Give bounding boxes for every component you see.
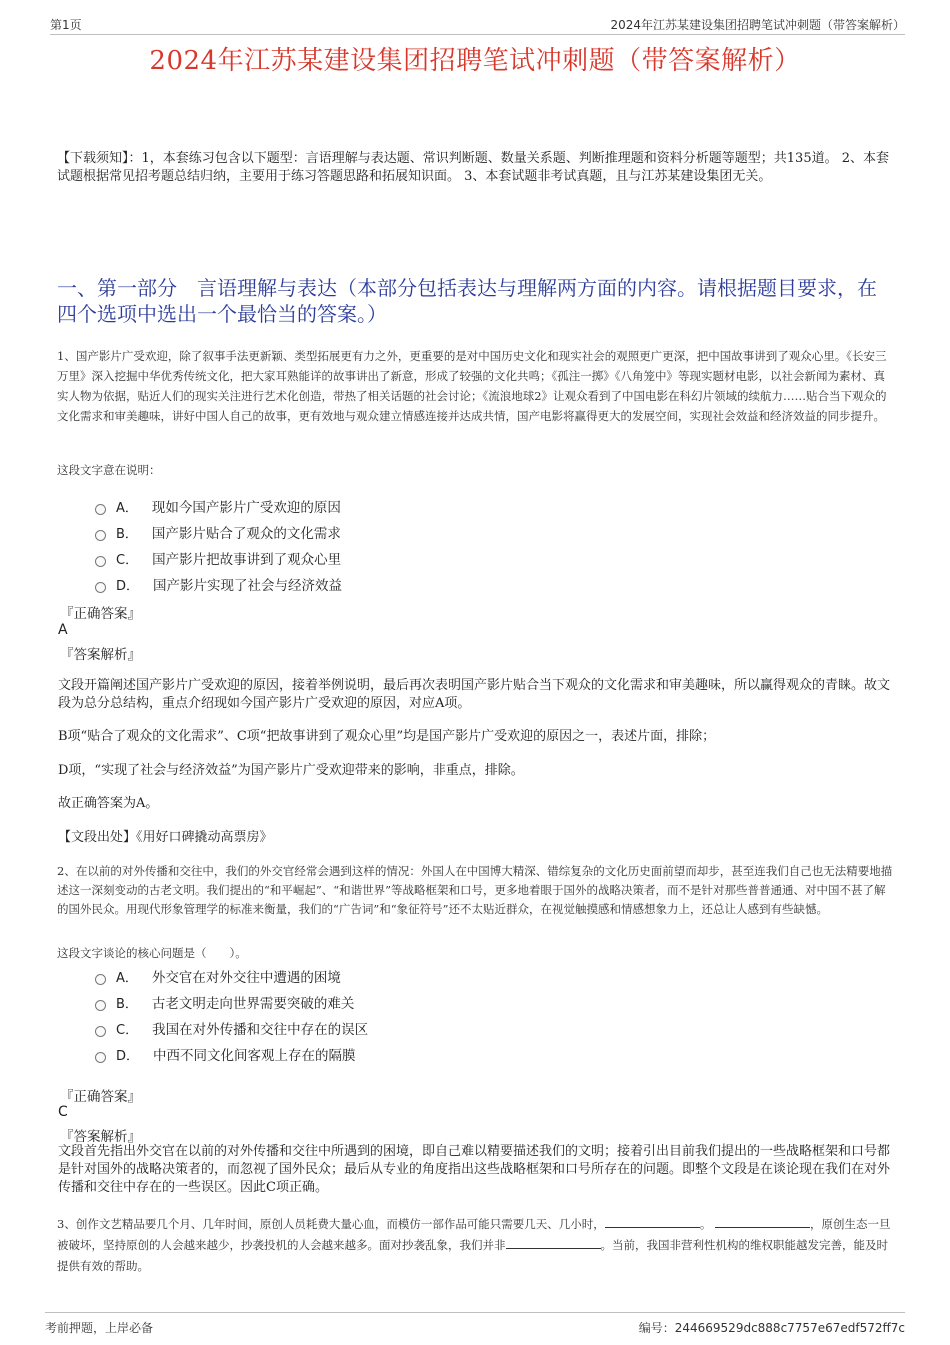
- fill-blank-3[interactable]: [506, 1236, 601, 1249]
- question-2-text: 2、在以前的对外传播和交往中，我们的外交官经常会遇到这样的情况：外国人在中国博大精深、错综复杂的文化历史面前望而却步，甚至连我们自己也无法精要地描述这一深刻变动的古老文明。我们提出的“和平崛起”、“和谐世界”等战略框架和口号，更多地着眼于国外的战略决策者，而不是针对那些普普通通、对中国不甚了解的国外民众。用现代形象管理学的标准来衡量，我们的“广告词”和“象征符号”还不太贴近群众，在视觉触摸感和情感想象力上，还总让人感到有些缺憾。: [57, 864, 893, 916]
- option-text: 古老文明走向世界需要突破的难关: [151, 996, 355, 1012]
- page-number: 第1页: [50, 17, 82, 32]
- radio-icon[interactable]: [95, 504, 106, 515]
- option-text: 外交官在对外交往中遭遇的困境: [151, 970, 341, 986]
- radio-icon[interactable]: [95, 1026, 106, 1037]
- question-2-prompt: 这段文字谈论的核心问题是（ ）。: [57, 946, 247, 960]
- analysis-paragraph: 文段开篇阐述国产影片广受欢迎的原因，接着举例说明，最后再次表明国产影片贴合当下观众的文化需求和审美趣味，所以赢得观众的青睐。故文段为总分总结构，重点介绍现如今国产影片广受欢迎的原因，对应A项。: [58, 678, 891, 711]
- analysis-paragraph: B项“贴合了观众的文化需求”、C项“把故事讲到了观众心里”均是国产影片广受欢迎的原因之一，表述片面，排除；: [58, 729, 716, 744]
- download-notice: 【下载须知】：1，本套练习包含以下题型：言语理解与表达题、常识判断题、数量关系题、判断推理题和资料分析题等题型；共135道。 2、本套试题根据常见招考题总结归纳，主要用于练习答题思路和拓展知识面。 3、本套试题非考试真题，且与江苏某建设集团无关。: [57, 151, 889, 184]
- correct-answer-label: 『正确答案』: [60, 606, 141, 622]
- section-heading: 一、第一部分 言语理解与表达（本部分包括表达与理解两方面的内容。请根据题目要求，在四个选项中选出一个最恰当的答案。）: [57, 276, 877, 326]
- question-2-option-b[interactable]: [95, 992, 354, 1012]
- radio-icon[interactable]: [95, 530, 106, 541]
- question-3-part2: 。: [699, 1217, 712, 1231]
- question-1-option-b[interactable]: [95, 522, 341, 542]
- option-text: 中西不同文化间客观上存在的隔膜: [153, 1048, 356, 1064]
- question-1-prompt: 这段文字意在说明：: [57, 463, 161, 477]
- option-letter: C．: [116, 552, 139, 568]
- question-1-option-a[interactable]: [95, 496, 341, 516]
- question-2-option-a[interactable]: [95, 966, 341, 986]
- analysis-label: 『答案解析』: [60, 1129, 141, 1145]
- fill-blank-2[interactable]: [715, 1215, 810, 1228]
- analysis-label: 『答案解析』: [60, 647, 141, 663]
- question-1-text: 1、国产影片广受欢迎，除了叙事手法更新颖、类型拓展更有力之外，更重要的是对中国历史文化和现实社会的观照更广更深，把中国故事讲到了观众心里。《长安三万里》深入挖掘中华优秀传统文化，把大家耳熟能详的故事讲出了新意，形成了较强的文化共鸣；《孤注一掷》《八角笼中》等现实题材电影，以社会新闻为素材、真实人物为依据，贴近人们的现实关注进行艺术化创造，带热了相关话题的社会讨论；《流浪地球2》让观众看到了中国电影在科幻片领域的续航力……贴合当下观众的文化需求和审美趣味，讲好中国人自己的故事，更有效地与观众建立情感连接并达成共情，国产电影将赢得更大的发展空间，实现社会效益和经济效益的同步提升。: [57, 349, 887, 423]
- radio-icon[interactable]: [95, 1000, 106, 1011]
- option-letter: B．: [116, 526, 138, 542]
- question-2-option-c[interactable]: [95, 1018, 368, 1038]
- question-1-option-d[interactable]: [95, 574, 342, 594]
- page-footer: [45, 1312, 905, 1337]
- correct-answer-value: A: [58, 622, 68, 638]
- document-title: 2024年江苏某建设集团招聘笔试冲刺题（带答案解析）: [149, 46, 801, 76]
- question-3-part3: ，原创生态一旦被破坏，坚持原创的人会越来越少，抄袭投机的人会越来越多。面对抄袭乱象，我们并非: [57, 1217, 891, 1252]
- analysis-paragraph: 文段首先指出外交官在以前的对外传播和交往中所遇到的困境，即自己难以精要描述我们的文明；接着引出目前我们提出的一些战略框架和口号都是针对国外的战略决策者的，而忽视了国外民众；最后从专业的角度指出这些战略框架和口号所存在的问题。即整个文段是在谈论现在我们在对外传播和交往中存在的一些误区。因此C项正确。: [58, 1144, 891, 1195]
- radio-icon[interactable]: [95, 556, 106, 567]
- fill-blank-1[interactable]: [605, 1215, 700, 1228]
- option-letter: B．: [116, 996, 138, 1012]
- correct-answer-label: 『正确答案』: [60, 1089, 141, 1105]
- option-letter: C．: [116, 1022, 139, 1038]
- option-text: 国产影片贴合了观众的文化需求: [151, 526, 341, 542]
- analysis-paragraph: D项，“实现了社会与经济效益”为国产影片广受欢迎带来的影响，非重点，排除。: [58, 763, 524, 778]
- option-text: 国产影片把故事讲到了观众心里: [152, 552, 342, 568]
- source-citation: 【文段出处】《用好口碑撬动高票房》: [58, 830, 273, 845]
- radio-icon[interactable]: [95, 974, 106, 985]
- question-3-part4: 。当前，我国非营利性机构的维权职能越发完善，能及时提供有效的帮助。: [57, 1238, 888, 1273]
- radio-icon[interactable]: [95, 1052, 106, 1063]
- radio-icon[interactable]: [95, 582, 106, 593]
- option-letter: D．: [116, 578, 140, 594]
- question-2-option-d[interactable]: [95, 1044, 356, 1064]
- option-letter: A．: [116, 970, 138, 986]
- correct-answer-value: C: [58, 1104, 68, 1120]
- header-doc-title: 2024年江苏某建设集团招聘笔试冲刺题（带答案解析）: [610, 17, 905, 32]
- option-text: 国产影片实现了社会与经济效益: [153, 578, 343, 594]
- option-text: 我国在对外传播和交往中存在的误区: [152, 1022, 369, 1038]
- option-letter: A．: [116, 500, 138, 516]
- running-header: [50, 14, 905, 35]
- question-1-option-c[interactable]: [95, 548, 341, 568]
- option-text: 现如今国产影片广受欢迎的原因: [151, 500, 341, 516]
- question-3-text: [57, 1214, 895, 1277]
- document-id: 编号：244669529dc888c7757e67edf572ff7c: [638, 1320, 905, 1335]
- footer-slogan: 考前押题，上岸必备: [45, 1320, 154, 1335]
- analysis-conclusion: 故正确答案为A。: [58, 796, 159, 811]
- question-3-part1: 3、创作文艺精品要几个月、几年时间，原创人员耗费大量心血，而模仿一部作品可能只需要几天、几小时，: [57, 1217, 605, 1231]
- option-letter: D．: [116, 1048, 140, 1064]
